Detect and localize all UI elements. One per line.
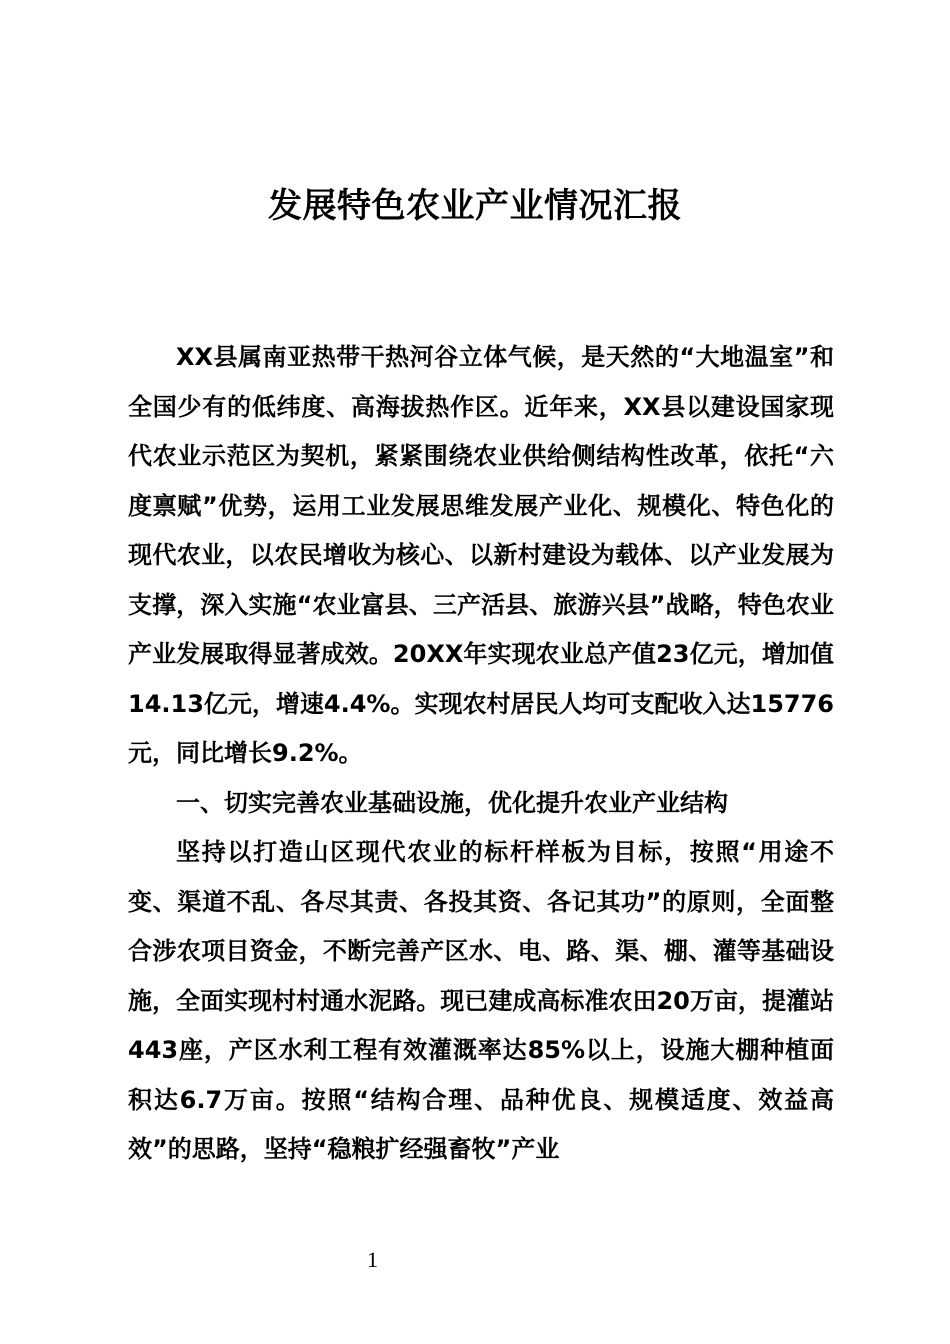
document-title: 发展特色农业产业情况汇报 — [268, 186, 682, 226]
document-body — [128, 333, 834, 1175]
section-heading-1: 一、切实完善农业基础设施，优化提升农业产业结构 — [176, 788, 728, 817]
page-number: 1 — [367, 1247, 378, 1272]
paragraph-section-1: 坚持以打造山区现代农业的标杆样板为目标，按照“用途不变、渠道不乱、各尽其责、各投其资、各记其功”的原则，全面整合涉农项目资金，不断完善产区水、电、路、渠、棚、灌等基础设施，全面实现村村通水泥路。现已建成高标准农田20万亩，提灌站443座，产区水利工程有效灌溉率达85%以上，设施大棚种植面积达6.7万亩。按照“结构合理、品种优良、规模适度、效益高效”的思路，坚持“稳粮扩经强畜牧”产业 — [128, 838, 834, 1163]
paragraph-intro: XX县属南亚热带干热河谷立体气候，是天然的“大地温室”和全国少有的低纬度、高海拔热作区。近年来，XX县以建设国家现代农业示范区为契机，紧紧围绕农业供给侧结构性改革，依托“六度禀赋”优势，运用工业发展思维发展产业化、规模化、特色化的现代农业，以农民增收为核心、以新村建设为载体、以产业发展为支撑，深入实施“农业富县、三产活县、旅游兴县”战略，特色农业产业发展取得显著成效。20XX年实现农业总产值23亿元，增加值14.13亿元，增速4.4%。实现农村居民人均可支配收入达15776元，同比增长9.2%。 — [128, 343, 834, 767]
